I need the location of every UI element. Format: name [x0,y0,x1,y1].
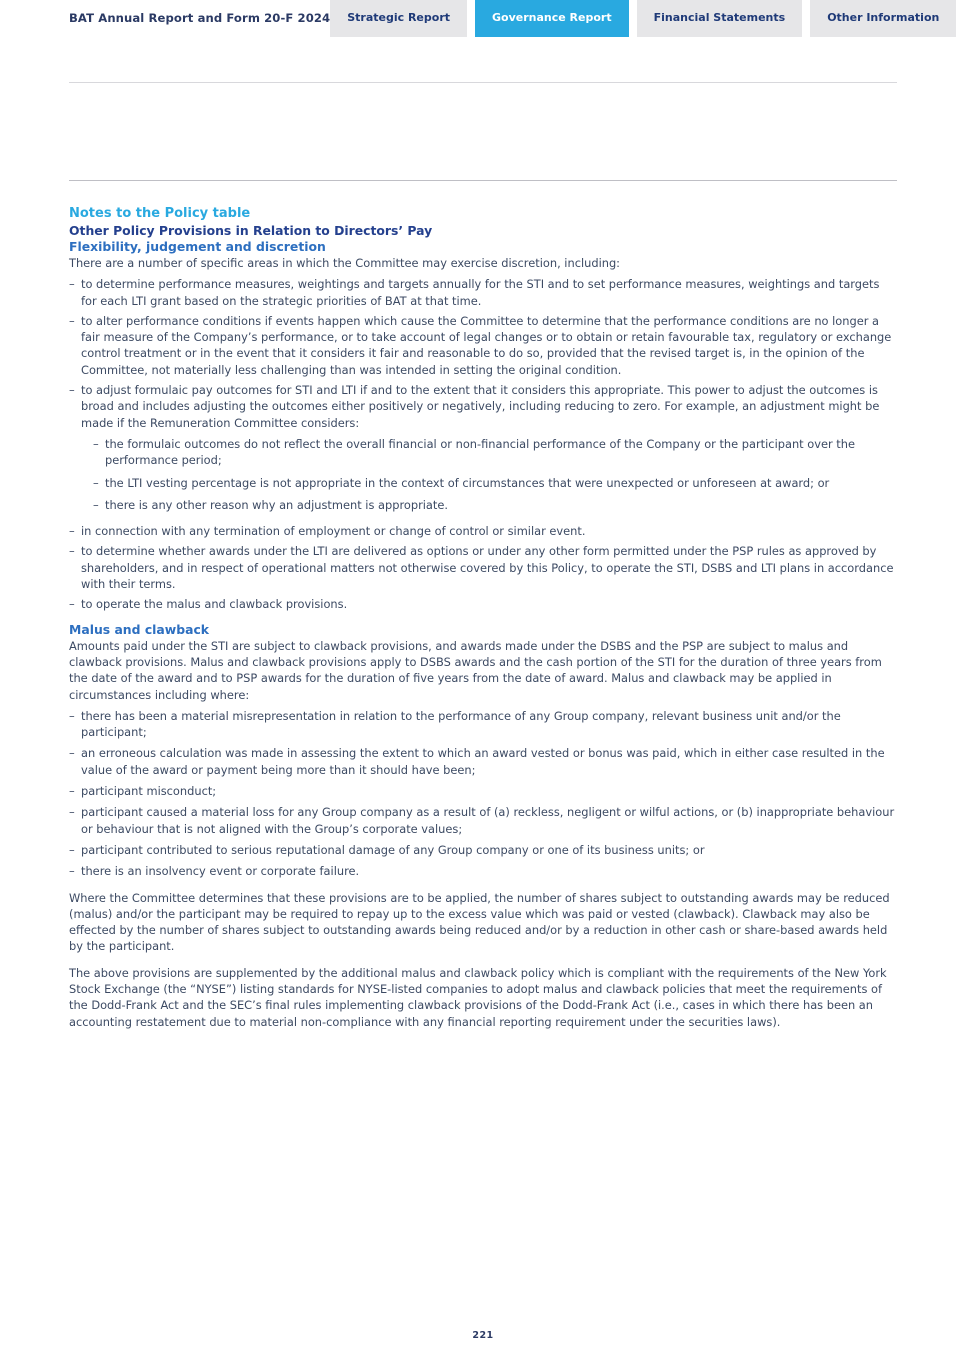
discretion-sublist [81,436,897,513]
bullet-dash-icon: – [69,864,75,879]
subsection-title: Other Policy Provisions in Relation to Directors’ Pay [69,223,433,238]
list-item-text: participant contributed to serious reputational damage of any Group company or one of its business units; or [81,842,705,857]
list-item-text: in connection with any termination of employment or change of control or similar event. [81,524,586,539]
list-item-text: participant caused a material loss for any Group company as a result of (a) reckless, negligent or wilful actions, or (b) inappropriate behaviour or behaviour that is not aligned with the Group’s corporate values; [81,805,895,836]
bullet-dash-icon: – [69,277,75,292]
bullet-dash-icon: – [93,497,99,512]
malus-intro: Amounts paid under the STI are subject to clawback provisions, and awards made under the DSBS and the PSP are subject to malus and clawback provisions. Malus and clawback provisions apply to DSBS awards and the cash portion of the STI for the duration of three years from the date of the award and to PSP awards for the duration of five years from the date of award. Malus and clawback may be applied in circumstances including where: [69,638,882,702]
bullet-dash-icon: – [69,524,75,539]
list-item [69,313,897,378]
list-item-text: to determine performance measures, weightings and targets annually for the STI and to set performance measures, weightings and targets for each LTI grant based on the strategic priorities of BAT at that time. [81,277,880,308]
sub-list-item [93,436,897,469]
list-item [69,842,897,858]
sub-list-item [93,475,897,491]
bullet-dash-icon: – [93,436,99,451]
list-item-text: there is an insolvency event or corporate failure. [81,864,360,879]
section-tabs [330,0,956,37]
tab-strategic-report[interactable]: Strategic Report [330,0,467,37]
list-item-text: to alter performance conditions if events happen which cause the Committee to determine that the performance conditions are no longer a fair measure of the Company’s performance, or to take account of legal changes or to obtain or retain favourable tax, regulatory or exchange control treatment or in the event that it considers it fair and reasonable to do so, provided that the revised target is, in the opinion of the Committee, not materially less challenging than was intended in setting the original condition. [81,313,892,377]
above-paragraph: The above provisions are supplemented by the additional malus and clawback policy which is compliant with the requirements of the New York Stock Exchange (the “NYSE”) listing standards for NYSE-listed companies to adopt malus and clawback policies that meet the requirements of the Dodd-Frank Act and the SEC’s final rules implementing clawback provisions of the Dodd-Frank Act (i.e., cases in which there has been an accounting restatement due to material non-compliance with any financial reporting requirement under the securities laws). [69,965,887,1029]
list-item-text [81,382,897,519]
list-item-text: to determine whether awards under the LTI are delivered as options or under any other form permitted under the PSP rules as approved by shareholders, and in respect of operational matters not otherwise covered by this Policy, to operate the STI, DSBS and LTI plans in accordance with their terms. [81,544,894,592]
tab-other-information[interactable]: Other Information [810,0,956,37]
malus-list [69,708,897,880]
bullet-dash-icon: – [69,597,75,612]
list-item-lead: to adjust formulaic pay outcomes for STI and LTI if and to the extent that it considers this appropriate. This power to adjust the outcomes is broad and includes adjusting the outcomes either positively or negatively, including reducing to zero. For example, an adjustment might be made if the Remuneration Committee considers: [81,383,880,430]
discretion-list [69,276,897,612]
bullet-dash-icon: – [69,842,75,857]
list-item [69,863,897,879]
list-item [69,276,897,309]
list-item [69,804,897,837]
sub-list-item-text: there is any other reason why an adjustment is appropriate. [105,497,449,512]
page-footer [0,1326,966,1344]
flexibility-heading: Flexibility, judgement and discretion [69,239,326,254]
sub-list-item [93,497,897,513]
list-item [69,708,897,741]
sub-list-item-text: the LTI vesting percentage is not appropriate in the context of circumstances that were unexpected or unforeseen at award; or [105,475,830,490]
list-item [69,382,897,519]
page-number: 221 [472,1330,494,1341]
report-title: BAT Annual Report and Form 20-F 2024 [69,11,331,26]
list-item-text: to operate the malus and clawback provisions. [81,597,348,612]
divider-top [69,82,897,83]
bullet-dash-icon: – [69,805,75,820]
tab-governance-report[interactable]: Governance Report [475,0,629,37]
list-item [69,596,897,612]
list-item [69,745,897,778]
bullet-dash-icon: – [93,475,99,490]
page-content [0,181,966,1030]
where-paragraph: Where the Committee determines that these provisions are to be applied, the number of shares subject to outstanding awards may be reduced (malus) and/or the participant may be required to repay up to the excess value which was paid or vested (clawback). Clawback may also be effected by the number of shares subject to outstanding awards being reduced and/or by a reduction in other cash or share-based awards held by the participant. [69,890,890,954]
section-title: Notes to the Policy table [69,206,251,221]
list-item [69,783,897,799]
tab-financial-statements[interactable]: Financial Statements [637,0,803,37]
bullet-dash-icon: – [69,746,75,761]
malus-heading: Malus and clawback [69,621,210,637]
flexibility-intro: There are a number of specific areas in which the Committee may exercise discretion, including: [69,256,621,270]
list-item [69,543,897,592]
top-bar [0,0,966,37]
bullet-dash-icon: – [69,784,75,799]
list-item-text: there has been a material misrepresentation in relation to the performance of any Group company, relevant business unit and/or the participant; [81,708,841,740]
bullet-dash-icon: – [69,313,75,328]
list-item [69,523,897,539]
list-item-text: an erroneous calculation was made in assessing the extent to which an award vested or bonus was paid, which in either case resulted in the value of the award or payment being more than it should have been; [81,746,885,777]
bullet-dash-icon: – [69,544,75,559]
sub-list-item-text: the formulaic outcomes do not reflect the overall financial or non-financial performance of the Company or the participant over the performance period; [105,436,855,468]
bullet-dash-icon: – [69,383,75,398]
list-item-text: participant misconduct; [81,784,217,799]
bullet-dash-icon: – [69,708,75,723]
